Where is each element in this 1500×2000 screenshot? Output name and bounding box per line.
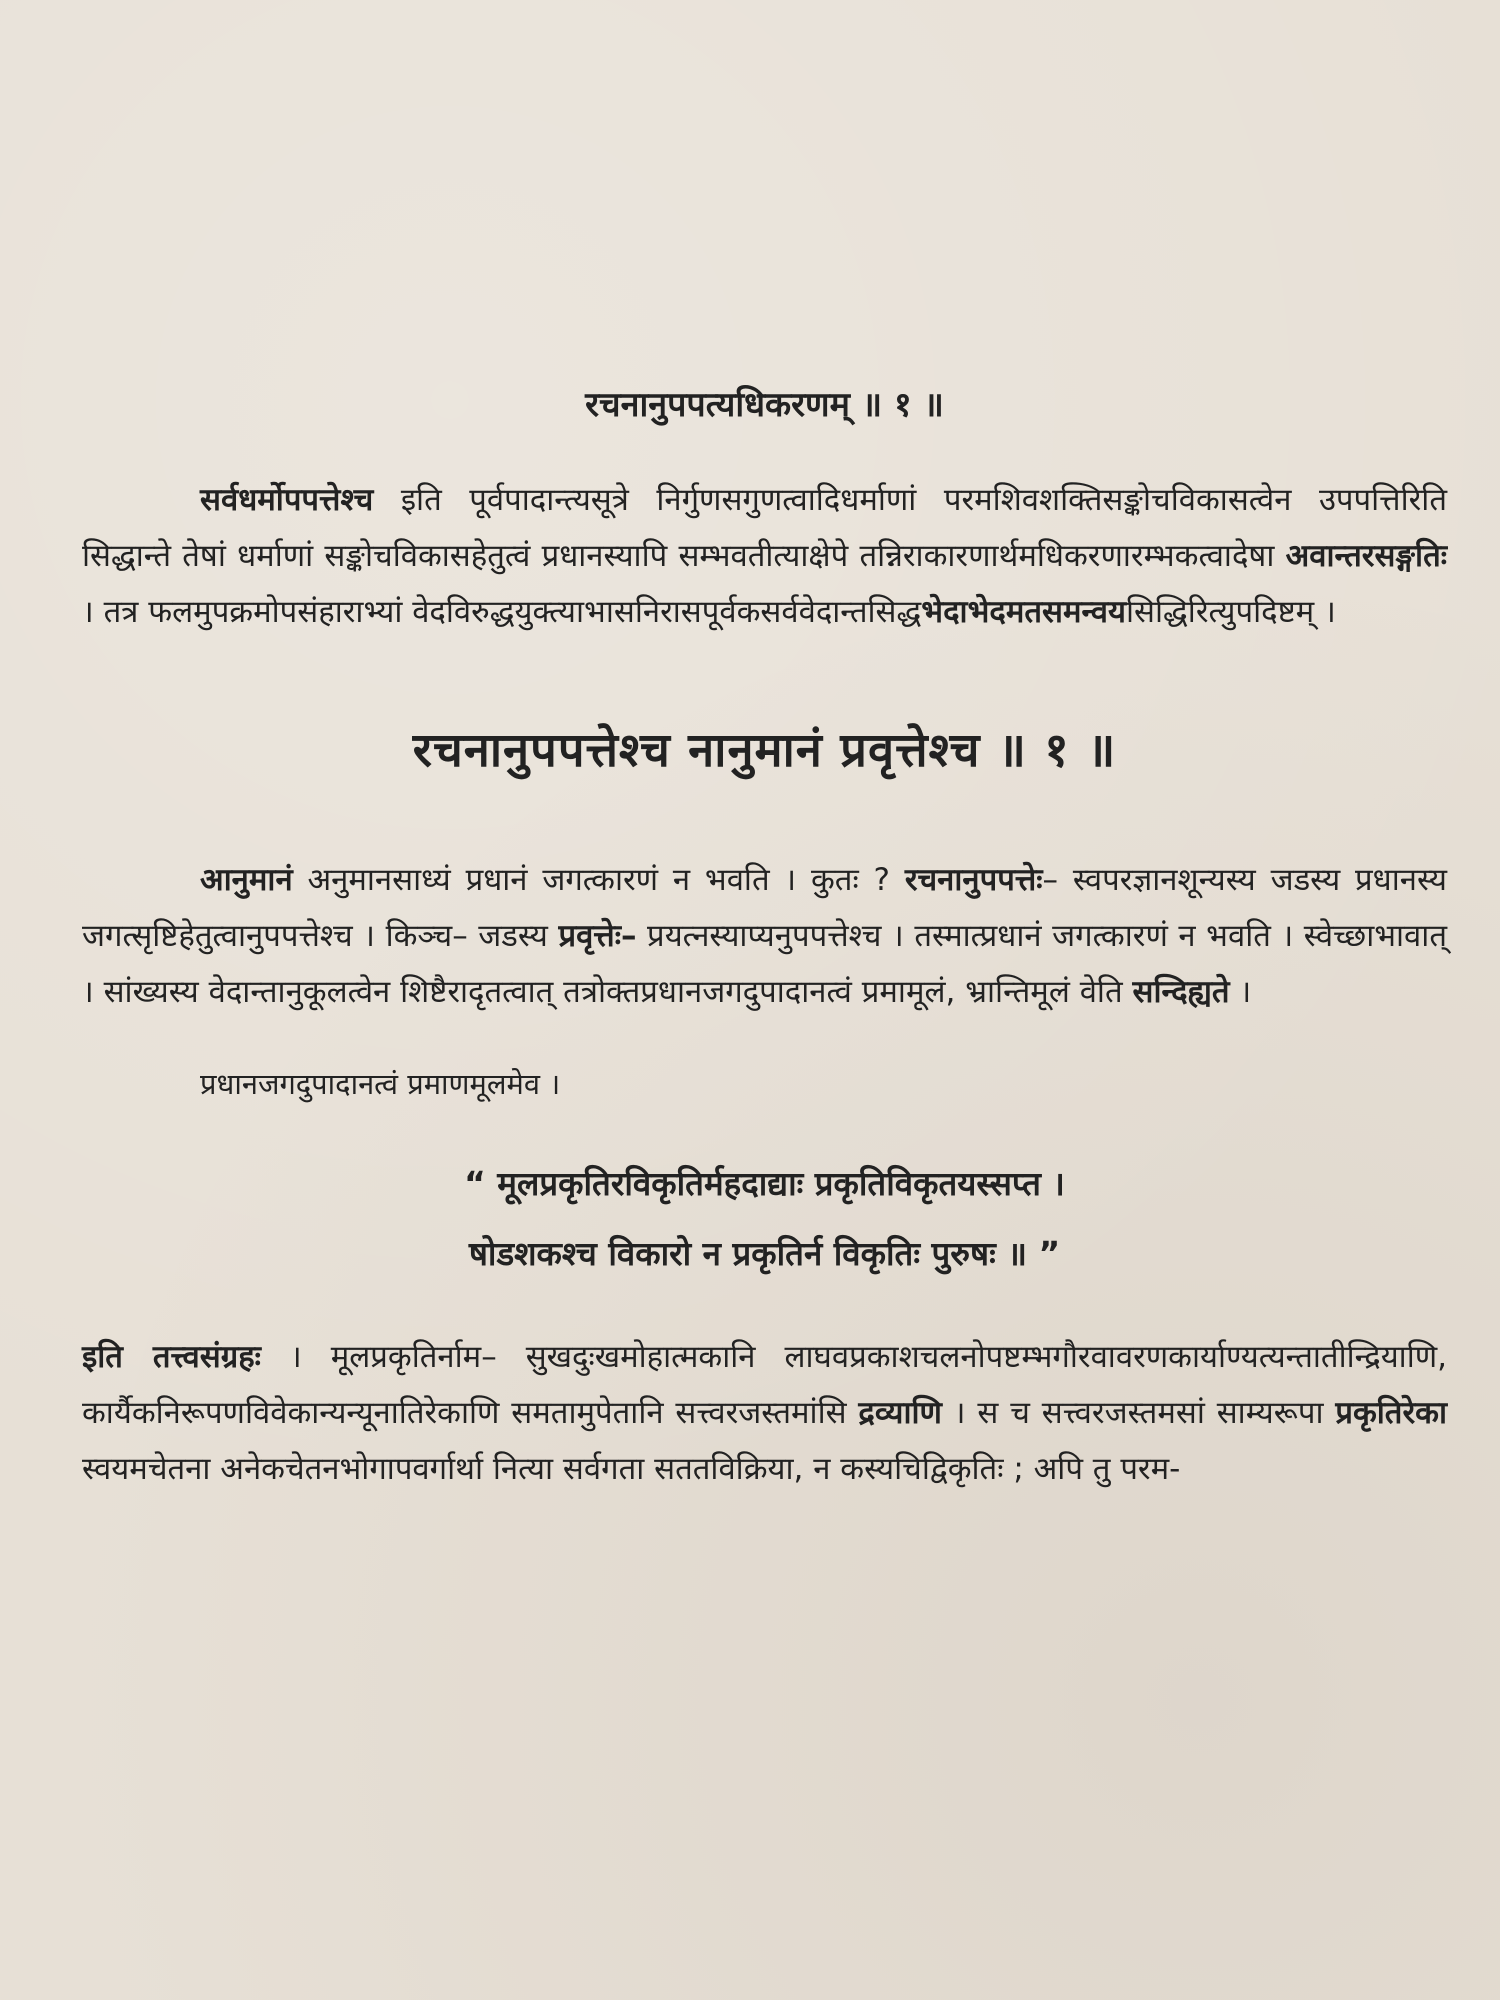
commentary-bold-term-a: रचनानुपपत्तेः (904, 862, 1043, 898)
commentary-paragraph (82, 852, 1447, 1020)
explanation-bold-term-b: प्रकृतिरेका (1335, 1395, 1447, 1431)
explanation-text-c: स्वयमचेतना अनेकचेतनभोगापवर्गार्था नित्या सर्वगता सततविक्रिया, न कस्यचिद्विकृतिः ; अपि तु परम- (82, 1451, 1181, 1487)
explanation-text-b: । स च सत्त्वरजस्तमसां साम्यरूपा (941, 1395, 1336, 1431)
intro-bold-term-a: अवान्तरसङ्गतिः (1285, 538, 1447, 574)
intro-bold-term-b: भेदाभेदमतसमन्वय (921, 594, 1127, 630)
commentary-text-a: अनुमानसाध्यं प्रधानं जगत्कारणं न भवति । कुतः ? (292, 862, 905, 898)
verse-line-1: “ मूलप्रकृतिरविकृतिर्महदाद्याः प्रकृतिविकृतयस्सप्त । (464, 1164, 1065, 1203)
intro-text-c: सिद्धिरित्युपदिष्टम् । (1126, 594, 1336, 630)
intro-text-b: । तत्र फलमुपक्रमोपसंहाराभ्यां वेदविरुद्धयुक्त्याभासनिरासपूर्वकसर्ववेदान्तसिद्ध (82, 594, 922, 630)
commentary-bold-term-c: सन्दिह्यते (1132, 974, 1230, 1010)
explanation-paragraph (82, 1329, 1447, 1497)
commentary-text-c: प्रयत्नस्याप्यनुपपत्तेश्च । तस्मात्प्रधानं जगत्कारणं न भवति । स्वेच्छाभावात् । सांख्यस्य वेदान्तानुकूलत्वेन शिष्टैरादृतत्वात् तत्रोक्तप्रधानजगदुपादानत्वं प्रमामूलं, भ्रान्तिमूलं वेति (82, 918, 1447, 1010)
assertion-line: प्रधानजगदुपादानत्वं प्रमाणमूलमेव । (200, 1067, 561, 1101)
verse-line-2: षोडशकश्च विकारो न प्रकृतिर्न विकृतिः पुरुषः ॥ ” (468, 1234, 1061, 1273)
commentary-bold-term-b: प्रवृत्तेः– (558, 918, 637, 954)
section-heading: रचनानुपपत्यधिकरणम् ॥ १ ॥ (585, 385, 944, 425)
explanation-lead-term: इति तत्त्वसंग्रहः (82, 1339, 261, 1375)
explanation-bold-term-a: द्रव्याणि (858, 1395, 942, 1431)
document-page (82, 380, 1447, 1497)
intro-text-a: इति पूर्वपादान्त्यसूत्रे निर्गुणसगुणत्वादिधर्माणां परमशिवशक्तिसङ्कोचविकासत्वेन उपपत्तिरिति सिद्धान्ते तेषां धर्माणां सङ्कोचविकासहेतुत्वं प्रधानस्यापि सम्भवतीत्याक्षेपे तन्निराकारणार्थमधिकरणारम्भकत्वादेषा (82, 482, 1447, 574)
commentary-text-d: । (1229, 974, 1252, 1010)
commentary-text-b: – स्वपरज्ञानशून्यस्य जडस्य प्रधानस्य जगत्सृष्टिहेतुत्वानुपपत्तेश्च । किञ्च– जडस्य (82, 862, 1447, 954)
intro-paragraph (82, 472, 1447, 640)
sutra-line: रचनानुपपत्तेश्च नानुमानं प्रवृत्तेश्च ॥ १ ॥ (412, 723, 1117, 778)
commentary-lead-term: आनुमानं (200, 862, 293, 898)
intro-lead-term: सर्वधर्मोपपत्तेश्च (200, 482, 374, 518)
quoted-verse (82, 1149, 1447, 1289)
explanation-text-a: । मूलप्रकृतिर्नाम– सुखदुःखमोहात्मकानि लाघवप्रकाशचलनोपष्टम्भगौरवावरणकार्याण्यत्यन्तातीन्द्रियाणि, कार्यैकनिरूपणविवेकान्यन्यूनातिरेकाणि समतामुपेतानि सत्त्वरजस्तमांसि (82, 1339, 1448, 1431)
